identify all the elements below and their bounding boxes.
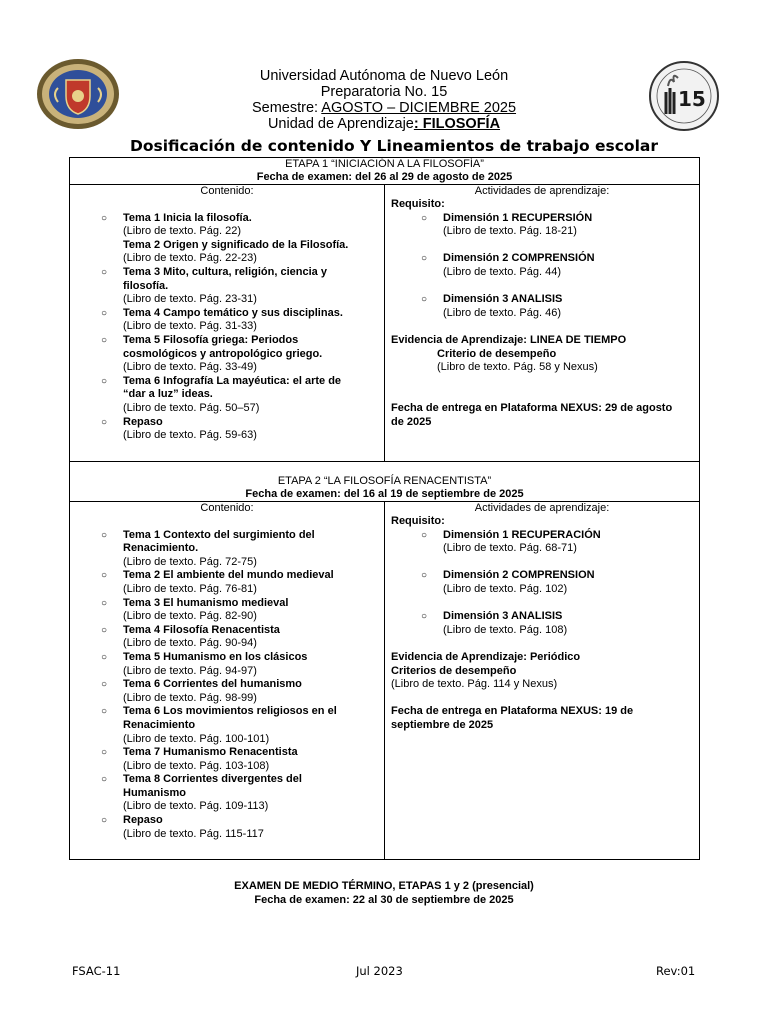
etapa2-title: ETAPA 2 “LA FILOSOFÍA RENACENTISTA” (277, 475, 492, 487)
etapa1-exam-date: Fecha de examen: del 26 al 29 de agosto de 2025 (256, 171, 513, 183)
bullet-icon: ○ (101, 529, 108, 541)
bullet-icon: ○ (101, 416, 108, 428)
examen-line-2: Fecha de examen: 22 al 30 de septiembre de 2025 (254, 894, 514, 906)
examen-line-1: EXAMEN DE MEDIO TÉRMINO, ETAPAS 1 y 2 (presencial) (234, 880, 534, 892)
etapa2-contenido-cell (70, 502, 385, 860)
bullet-icon: ○ (421, 294, 428, 306)
bullet-icon: ○ (101, 375, 108, 387)
dimension-ref: (Libro de texto. Pág. 102) (443, 582, 568, 595)
dimension-item (391, 293, 699, 320)
bullet-icon: ○ (421, 253, 428, 265)
footer-rev: Rev:01 (656, 964, 696, 978)
etapa1-criterio-ref: (Libro de texto. Pág. 58 y Nexus) (437, 361, 598, 374)
examen-medio-termino (0, 879, 768, 907)
tema-title: Tema 6 Los movimientos religiosos en el (123, 705, 337, 718)
unit-label: Unidad de Aprendizaje (267, 116, 414, 132)
tema-title: filosofía. (123, 279, 169, 292)
tema-title: Tema 1 Contexto del surgimiento del (123, 528, 315, 541)
etapa2-exam-date: Fecha de examen: del 16 al 19 de septiembre de 2025 (245, 488, 524, 500)
tema-title: Tema 2 El ambiente del mundo medieval (123, 569, 334, 582)
tema-item (70, 705, 384, 746)
tema-ref: (Libro de texto. Pág. 31-33) (123, 320, 257, 333)
tema-title: “dar a luz” ideas. (123, 388, 213, 401)
etapa1-entrega-2: de 2025 (391, 415, 432, 428)
tema-item (70, 416, 384, 443)
bullet-icon: ○ (101, 815, 108, 827)
dimension-title: Dimensión 3 ANALISIS (443, 293, 563, 306)
tema-title: Tema 7 Humanismo Renacentista (123, 746, 298, 759)
dimension-item (391, 529, 699, 556)
tema-title: cosmológicos y antropológico griego. (123, 347, 323, 360)
etapa2-criterio: Criterios de desempeño (391, 664, 517, 677)
bullet-icon: ○ (101, 679, 108, 691)
dimension-item (391, 252, 699, 279)
tema-title: Tema 3 El humanismo medieval (123, 596, 289, 609)
tema-title: Tema 4 Campo temático y sus disciplinas. (123, 306, 343, 319)
etapa2-evidencia: Evidencia de Aprendizaje: Periódico (391, 650, 581, 663)
tema-ref: (Libro de texto. Pág. 22) (123, 225, 242, 238)
tema-item (70, 746, 384, 773)
dimension-ref: (Libro de texto. Pág. 18-21) (443, 225, 577, 238)
bullet-icon: ○ (101, 774, 108, 786)
unit-value: : FILOSOFÍA (413, 116, 501, 132)
tema-title: Tema 3 Mito, cultura, religión, ciencia y (123, 265, 327, 278)
tema-title: Tema 8 Corrientes divergentes del (123, 773, 302, 786)
etapa1-requisito: Requisito: (391, 198, 445, 210)
tema-ref: (Libro de texto. Pág. 22-23) (123, 252, 257, 265)
tema-title: Renacimiento. (123, 542, 199, 555)
etapa1-dimensiones (391, 212, 699, 334)
bullet-icon: ○ (421, 611, 428, 623)
tema-ref: (Libro de texto. Pág. 76-81) (123, 582, 257, 595)
tema-item (70, 814, 384, 841)
etapa1-evidencia: Evidencia de Aprendizaje: LINEA DE TIEMPO (391, 333, 627, 346)
tema-item (70, 773, 384, 814)
tema-item (70, 569, 384, 596)
dimension-title: Dimensión 2 COMPRENSIÓN (443, 252, 595, 265)
bullet-icon: ○ (101, 334, 108, 346)
semester-label: Semestre: (251, 100, 322, 116)
tema-title: Tema 2 Origen y significado de la Filosofía. (123, 238, 349, 251)
footer-date: Jul 2023 (356, 964, 403, 978)
tema-item (70, 212, 384, 239)
tema-item (70, 375, 384, 416)
tema-ref: (Libro de texto. Pág. 98-99) (123, 691, 257, 704)
tema-title: Tema 5 Humanismo en los clásicos (123, 650, 308, 663)
etapa1-actividades-cell (385, 185, 700, 462)
tema-ref: (Libro de texto. Pág. 100-101) (123, 732, 270, 745)
tema-item (70, 239, 384, 266)
bullet-icon: ○ (101, 651, 108, 663)
dimension-item (391, 610, 699, 637)
tema-title: Tema 5 Filosofía griega: Periodos (123, 333, 299, 346)
etapa2-criterio-ref: (Libro de texto. Pág. 114 y Nexus) (391, 678, 558, 691)
school-name: Preparatoria No. 15 (320, 84, 448, 100)
bullet-icon: ○ (101, 747, 108, 759)
dimension-item (391, 569, 699, 596)
dimension-ref: (Libro de texto. Pág. 108) (443, 623, 568, 636)
tema-ref: (Libro de texto. Pág. 103-108) (123, 759, 270, 772)
dimension-title: Dimensión 1 RECUPERACIÓN (443, 528, 601, 541)
tema-title: Tema 4 Filosofía Renacentista (123, 623, 280, 636)
footer-code: FSAC-11 (72, 964, 121, 978)
bullet-icon: ○ (101, 212, 108, 224)
semester-line (0, 100, 768, 116)
logo-number: 15 (678, 87, 706, 111)
tema-title: Tema 1 Inicia la filosofía. (123, 211, 252, 224)
dimension-title: Dimensión 2 COMPRENSION (443, 569, 595, 582)
tema-item (70, 266, 384, 307)
tema-ref: (Libro de texto. Pág. 90-94) (123, 637, 257, 650)
tema-item (70, 624, 384, 651)
dimension-title: Dimensión 3 ANALISIS (443, 610, 563, 623)
tema-ref: (Libro de texto. Pág. 59-63) (123, 429, 257, 442)
tema-ref: (Libro de texto. Pág. 109-113) (123, 800, 269, 813)
bullet-icon: ○ (101, 624, 108, 636)
bullet-icon: ○ (101, 266, 108, 278)
etapa1-temas-list (70, 212, 384, 443)
bullet-icon: ○ (101, 706, 108, 718)
etapa1-col-actividades: Actividades de aprendizaje: (474, 185, 610, 197)
tema-title: Repaso (123, 814, 163, 827)
etapa1-title: ETAPA 1 “INICIACIÓN A LA FILOSOFÍA” (285, 158, 484, 170)
etapa2-temas-list (70, 529, 384, 842)
tema-item (70, 307, 384, 334)
bullet-icon: ○ (101, 307, 108, 319)
tema-title: Humanismo (123, 786, 186, 799)
etapa2-dimensiones (391, 529, 699, 651)
dimension-item (391, 212, 699, 239)
bullet-icon: ○ (421, 212, 428, 224)
tema-item (70, 678, 384, 705)
tema-ref: (Libro de texto. Pág. 115-117 (123, 827, 264, 840)
tema-title: Tema 6 Corrientes del humanismo (123, 678, 302, 691)
etapa1-col-contenido: Contenido: (200, 185, 254, 197)
bullet-icon: ○ (421, 570, 428, 582)
etapa1-header (70, 158, 700, 185)
etapa2-col-contenido: Contenido: (200, 502, 254, 514)
etapa2-header (70, 462, 700, 502)
etapa1-contenido-cell (70, 185, 385, 462)
bullet-icon: ○ (101, 597, 108, 609)
etapa2-entrega-1: Fecha de entrega en Plataforma NEXUS: 19 de (391, 705, 634, 718)
tema-item (70, 334, 384, 375)
tema-title: Tema 6 Infografía La mayéutica: el arte de (123, 374, 342, 387)
dimension-title: Dimensión 1 RECUPERSIÓN (443, 211, 593, 224)
tema-ref: (Libro de texto. Pág. 50–57) (123, 401, 260, 414)
tema-ref: (Libro de texto. Pág. 94-97) (123, 664, 257, 677)
tema-item (70, 651, 384, 678)
semester-value: AGOSTO – DICIEMBRE 2025 (321, 100, 517, 116)
university-name: Universidad Autónoma de Nuevo León (259, 68, 509, 84)
unit-line (0, 116, 768, 132)
tema-title: Repaso (123, 415, 163, 428)
page-title: Dosificación de contenido Y Lineamientos de trabajo escolar (130, 137, 658, 155)
dimension-ref: (Libro de texto. Pág. 46) (443, 306, 562, 319)
tema-ref: (Libro de texto. Pág. 82-90) (123, 610, 257, 623)
etapa1-criterio: Criterio de desempeño (437, 347, 557, 360)
tema-ref: (Libro de texto. Pág. 33-49) (123, 361, 257, 374)
tema-title: Renacimiento (123, 718, 196, 731)
etapa2-actividades-cell (385, 502, 700, 860)
dimension-ref: (Libro de texto. Pág. 44) (443, 265, 562, 278)
etapa2-col-actividades: Actividades de aprendizaje: (474, 502, 610, 514)
etapa1-entrega-1: Fecha de entrega en Plataforma NEXUS: 29 de agosto (391, 401, 673, 414)
dosificacion-table (69, 157, 700, 860)
tema-ref: (Libro de texto. Pág. 23-31) (123, 293, 257, 306)
bullet-icon: ○ (101, 570, 108, 582)
dimension-ref: (Libro de texto. Pág. 68-71) (443, 542, 577, 555)
etapa2-entrega-2: septiembre de 2025 (391, 718, 494, 731)
tema-item (70, 529, 384, 570)
tema-ref: (Libro de texto. Pág. 72-75) (123, 555, 257, 568)
etapa2-requisito: Requisito: (391, 515, 445, 527)
bullet-icon: ○ (421, 529, 428, 541)
document-header (0, 68, 768, 132)
tema-item (70, 597, 384, 624)
